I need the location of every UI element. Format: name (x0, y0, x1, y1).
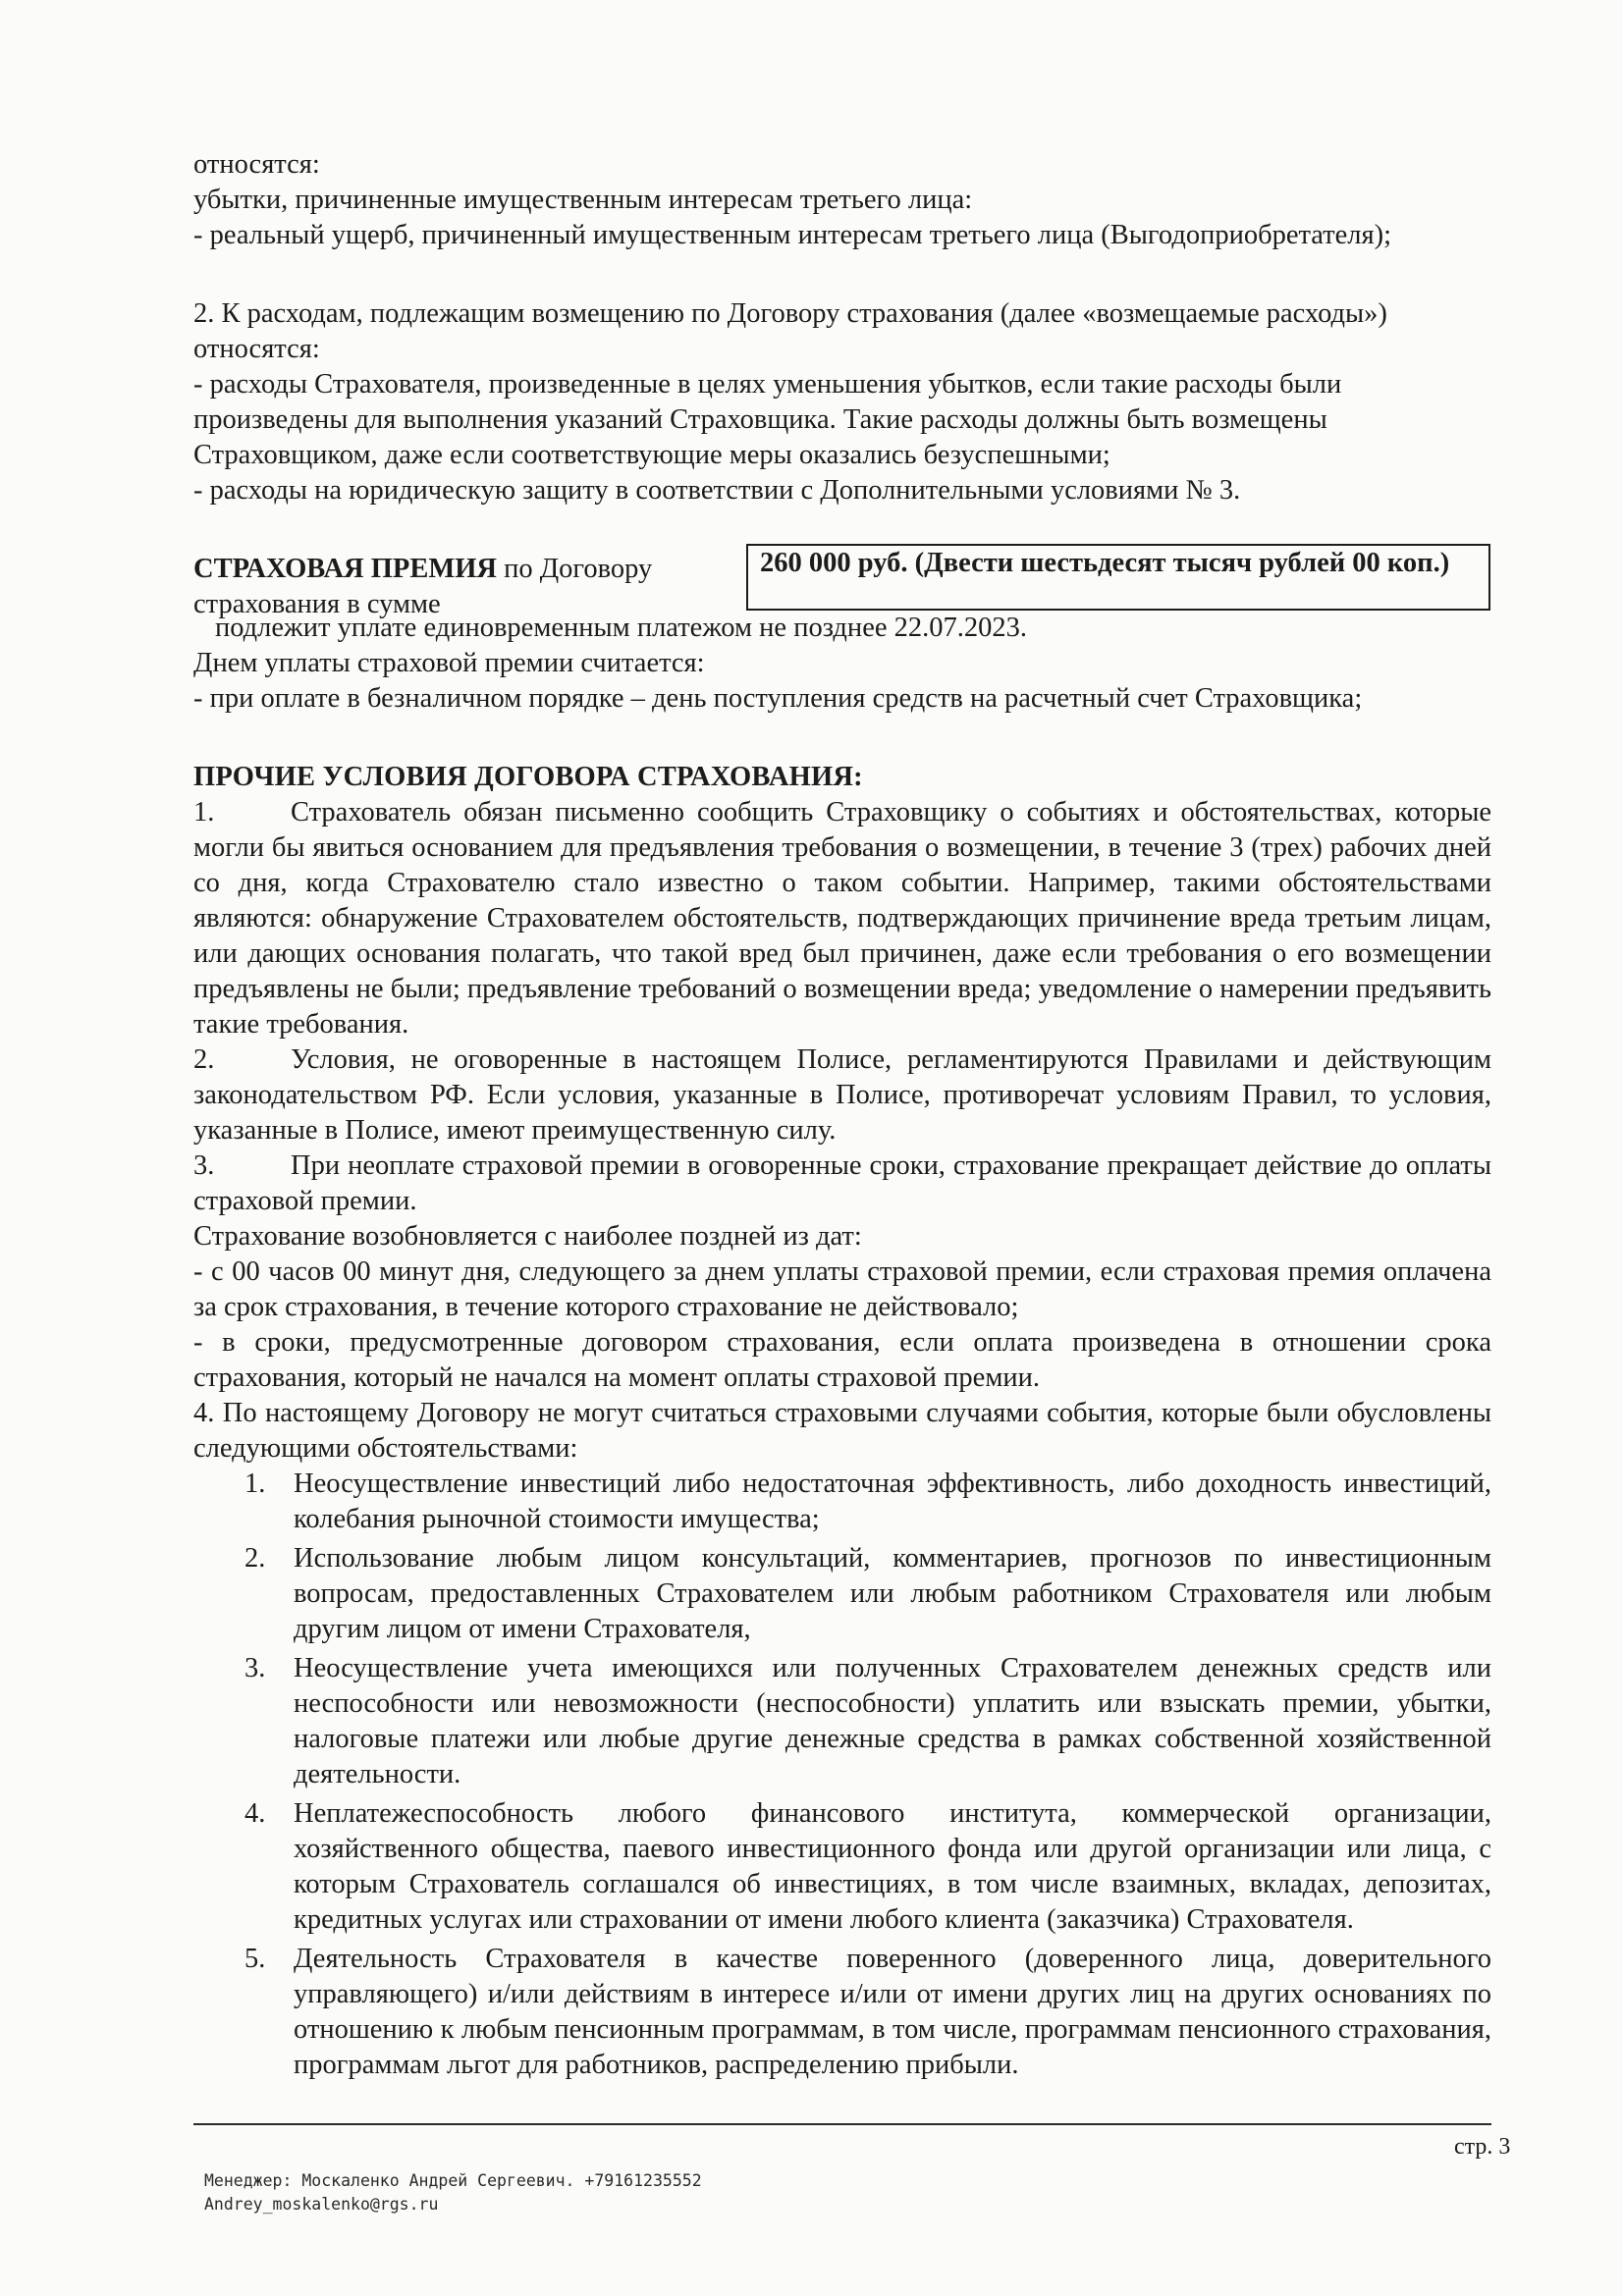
list-item (193, 1796, 1491, 1938)
premium-block (193, 548, 1491, 622)
exclusion-number: 4. (244, 1798, 266, 1829)
premium-label (193, 552, 704, 622)
intro-line-2: убытки, причиненные имущественным интересам третьего лица: (193, 185, 973, 215)
condition-2-text: Условия, не оговоренные в настоящем Полисе, регламентируются Правилами и действующим законодательством РФ. Если условия, указанные в Полисе, противоречат условиям Правил, то условия, указанные в Полисе, имеют преимущественную силу. (193, 1044, 1491, 1146)
condition-2-number: 2. (193, 1044, 215, 1075)
footer-email: Andrey_moskalenko@rgs.ru (204, 2195, 439, 2214)
list-item (193, 1651, 1491, 1792)
exclusion-text: Деятельность Страхователя в качестве поверенного (доверенного лица, доверительного управляющего) и/или действиям в интересе и/или от имени других лиц на других основаниях по отношению к любым пенсионным программам, в том числе, программам пенсионного страхования, программам льгот для работников, распределению прибыли. (294, 1944, 1491, 2080)
exclusion-text: Неплатежеспособность любого финансового института, коммерческой организации, хозяйственного общества, паевого инвестиционного фонда или другой организации или лица, с которым Страхователь соглашался об инвестициях, в том числе взаимных, вкладах, депозитах, кредитных услугах или страховании от имени любого клиента (заказчика) Страхователя. (294, 1798, 1491, 1935)
footer-contacts (204, 2169, 702, 2216)
intro-line-1: относятся: (193, 149, 320, 180)
expenses-line-4: произведены для выполнения указаний Страховщика. Такие расходы должны быть возмещены (193, 404, 1327, 435)
list-item (193, 1467, 1491, 1537)
expenses-line-6: - расходы на юридическую защиту в соответствии с Дополнительными условиями № 3. (193, 475, 1241, 506)
footer-manager: Менеджер: Москаленко Андрей Сергеевич. +79161235552 (204, 2171, 702, 2190)
exclusions-list (193, 1467, 1491, 2083)
condition-3 (193, 1148, 1491, 1219)
renewal-option-a: - с 00 часов 00 минут дня, следующего за днем уплаты страховой премии, если страховая премия оплачена за срок страхования, в течение которого страхование не действовало; (193, 1256, 1491, 1322)
list-item (193, 1541, 1491, 1647)
other-conditions-heading: ПРОЧИЕ УСЛОВИЯ ДОГОВОРА СТРАХОВАНИЯ: (193, 762, 863, 792)
condition-1-text: Страхователь обязан письменно сообщить Страховщику о событиях и обстоятельствах, которые могли бы явиться основанием для предъявления требования о возмещении, в течение 3 (трех) рабочих дней со дня, когда Страхователю стало известно о таком событии. Например, такими обстоятельствами являются: обнаружение Страхователем обстоятельств, подтверждающих причинение вреда третьим лицам, или дающих основания полагать, что такой вред был причинен, даже если требования о его возмещении предъявлены не были; предъявление требований о возмещении вреда; уведомление о намерении предъявить такие требования. (193, 797, 1491, 1040)
expenses-line-1: 2. К расходам, подлежащим возмещению по Договору страхования (далее «возмещаемые расходы») (193, 298, 1387, 329)
condition-1 (193, 795, 1491, 1042)
condition-4: 4. По настоящему Договору не могут считаться страховыми случаями события, которые были обусловлены следующими обстоятельствами: (193, 1398, 1491, 1464)
list-item (193, 1942, 1491, 2083)
exclusion-number: 2. (244, 1543, 266, 1574)
expenses-line-3: - расходы Страхователя, произведенные в целях уменьшения убытков, если такие расходы были (193, 369, 1342, 400)
condition-2 (193, 1042, 1491, 1148)
renewal-intro: Страхование возобновляется с наиболее поздней из дат: (193, 1221, 862, 1252)
exclusion-text: Неосуществление инвестиций либо недостаточная эффективность, либо доходность инвестиций, колебания рыночной стоимости имущества; (294, 1468, 1491, 1534)
condition-3-number: 3. (193, 1150, 215, 1181)
condition-3-text: При неоплате страховой премии в оговоренные сроки, страхование прекращает действие до оплаты страховой премии. (193, 1150, 1491, 1216)
premium-day-definition: Днем уплаты страховой премии считается: (193, 648, 705, 678)
document-page (193, 147, 1491, 2087)
condition-1-number: 1. (193, 797, 215, 828)
footer-divider (193, 2123, 1491, 2125)
premium-label-line-2: страхования в сумме (193, 589, 441, 619)
intro-line-3: - реальный ущерб, причиненный имущественным интересам третьего лица (Выгодоприобретателя); (193, 220, 1392, 250)
premium-label-rest: по Договору (496, 554, 653, 584)
expenses-line-2: относятся: (193, 334, 320, 364)
premium-due: подлежит уплате единовременным платежом не позднее 22.07.2023. (215, 613, 1027, 643)
expenses-line-5: Страховщиком, даже если соответствующие меры оказались безуспешными; (193, 440, 1110, 470)
exclusion-number: 1. (244, 1468, 266, 1499)
exclusion-text: Неосуществление учета имеющихся или полученных Страхователем денежных средств или неспособности или невозможности (неспособности) уплатить или взыскать премии, убытки, налоговые платежи или любые другие денежные средства в рамках собственной хозяйственной деятельности. (294, 1653, 1491, 1789)
premium-cashless: - при оплате в безналичном порядке – день поступления средств на расчетный счет Страховщика; (193, 683, 1363, 714)
premium-label-bold: СТРАХОВАЯ ПРЕМИЯ (193, 554, 497, 584)
renewal-option-b: - в сроки, предусмотренные договором страхования, если оплата произведена в отношении срока страхования, который не начался на момент оплаты страховой премии. (193, 1327, 1491, 1393)
page-number: стр. 3 (1454, 2134, 1511, 2160)
exclusion-number: 5. (244, 1944, 266, 1974)
premium-amount-box: 260 000 руб. (Двести шестьдесят тысяч рублей 00 коп.) (746, 544, 1490, 611)
exclusion-text: Использование любым лицом консультаций, комментариев, прогнозов по инвестиционным вопросам, предоставленных Страхователем или любым работником Страхователя или любым другим лицом от имени Страхователя, (294, 1543, 1491, 1644)
exclusion-number: 3. (244, 1653, 266, 1683)
